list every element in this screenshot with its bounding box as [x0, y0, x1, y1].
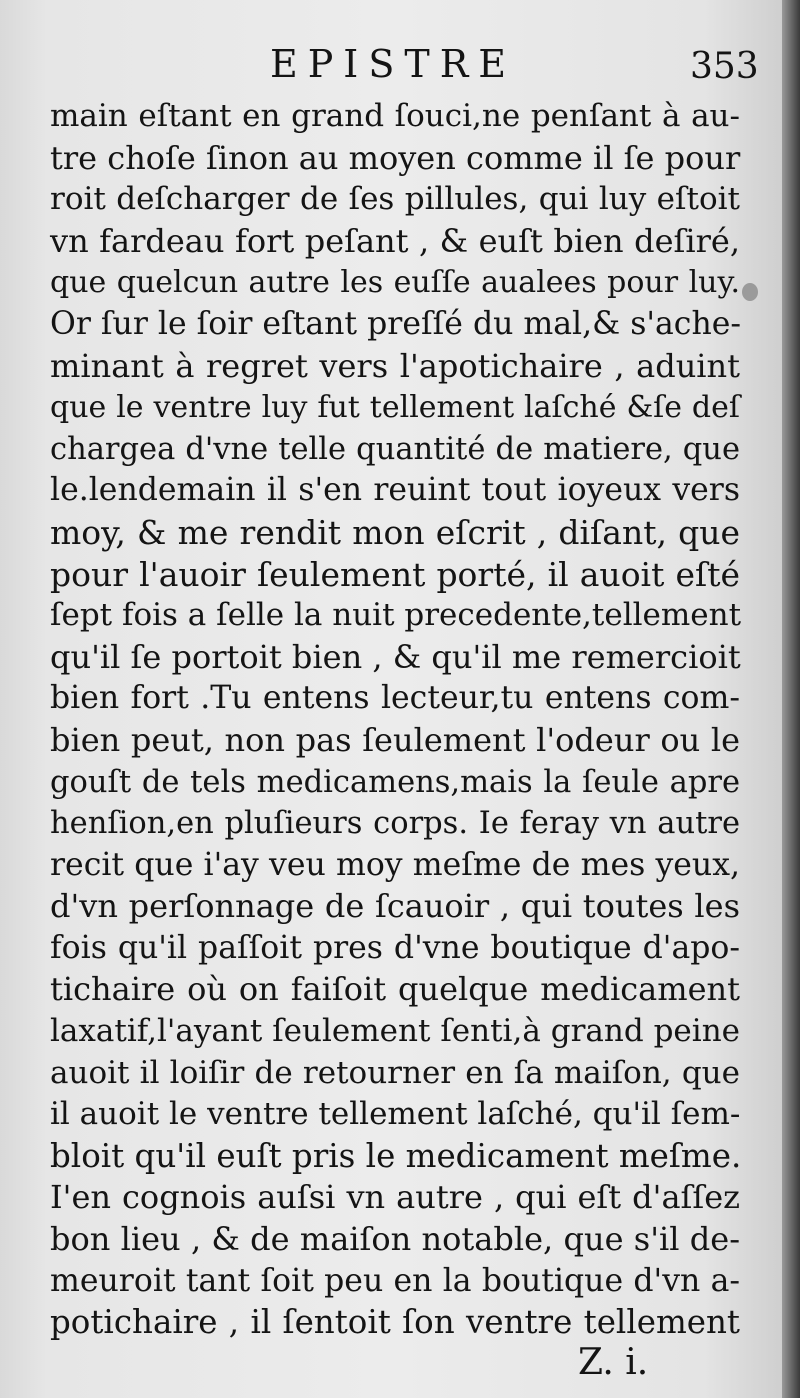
text-line: Or ſur le ſoir eſtant preſſé du mal,& s'ache- — [50, 305, 742, 342]
running-head-title: EPISTRE — [270, 42, 517, 86]
text-line: bien fort .Tu entens lecteur,tu entens com- — [50, 680, 740, 717]
text-line: laxatif,l'ayant ſeulement ſenti,à grand peine — [50, 1013, 740, 1050]
text-line: chargea d'vne telle quantité de matiere, que — [50, 431, 740, 467]
text-line: que quelcun autre les euſſe aualees pour luy. — [50, 265, 740, 301]
text-line: roit deſcharger de ſes pillules, qui luy eſtoit — [50, 181, 740, 218]
body-text — [50, 96, 740, 1344]
text-line: bon lieu , & de maiſon notable, que s'il de- — [50, 1220, 740, 1259]
text-line: vn fardeau fort peſant , & euſt bien deſiré, — [50, 221, 740, 260]
text-line: meuroit tant ſoit peu en la boutique d'vn a- — [50, 1262, 740, 1299]
text-line: le.lendemain il s'en reuint tout ioyeux vers — [50, 472, 740, 509]
text-line: I'en cognois auſsi vn autre , qui eſt d'aſſez — [50, 1178, 740, 1217]
text-line: henſion,en pluſieurs corps. Ie feray vn autre — [50, 806, 740, 842]
ink-spot — [742, 283, 758, 301]
text-line: recit que i'ay veu moy meſme de mes yeux, — [50, 846, 740, 883]
text-line: d'vn perſonnage de ſcauoir , qui toutes les — [50, 887, 740, 926]
text-line: tre choſe ſinon au moyen comme il ſe pour — [50, 138, 741, 177]
text-line: pour l'auoir ſeulement porté, il auoit eſté — [50, 554, 740, 594]
text-line: il auoit le ventre tellement laſché, qu'il ſem- — [50, 1096, 741, 1133]
text-line: minant à regret vers l'apotichaire , aduint — [50, 346, 740, 385]
text-line: ſept fois a ſelle la nuit precedente,tellement — [50, 597, 742, 634]
text-line: potichaire , il ſentoit ſon ventre tellement — [50, 1303, 740, 1342]
text-line: gouſt de tels medicamens,mais la ſeule apre — [50, 764, 740, 800]
page-number: 353 — [690, 46, 759, 87]
running-head — [0, 42, 782, 92]
text-line: tichaire où on faiſoit quelque medicament — [50, 970, 740, 1009]
text-line: qu'il ſe portoit bien , & qu'il me remercioit — [50, 637, 741, 676]
page-edge-shadow — [782, 0, 800, 1398]
text-line: fois qu'il paſſoit pres d'vne boutique d'apo- — [50, 929, 740, 966]
text-line: main eſtant en grand ſouci,ne penſant à au- — [50, 98, 740, 134]
text-line: auoit il loiſir de retourner en ſa maiſon, que — [50, 1054, 740, 1091]
text-line: bloit qu'il euſt pris le medicament meſme. — [50, 1136, 742, 1175]
text-line: que le ventre luy fut tellement laſché &ſe deſ — [50, 390, 740, 426]
text-line: moy, & me rendit mon eſcrit , diſant, que — [50, 512, 740, 552]
signature-mark: Z. i. — [578, 1342, 649, 1383]
text-line: bien peut, non pas ſeulement l'odeur ou le — [50, 720, 740, 759]
